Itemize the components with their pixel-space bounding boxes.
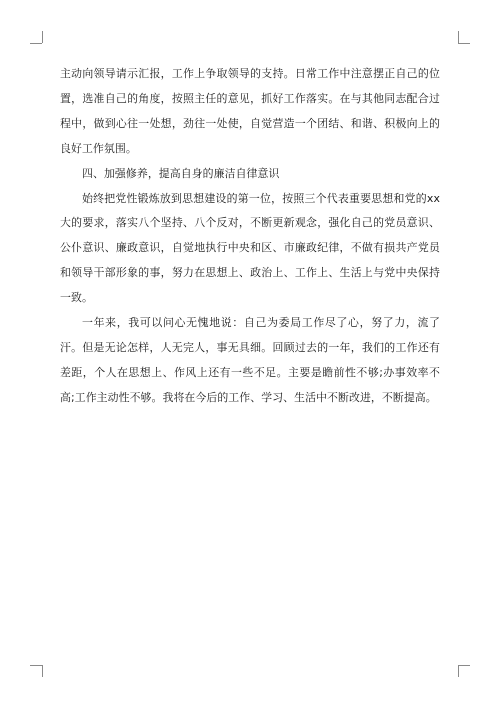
section-heading: 四、加强修养，提高自身的廉洁自律意识 bbox=[82, 166, 280, 180]
body-paragraph: 一年来，我可以问心无愧地说：自己为委局工作尽了心，努了力，流了汗。但是无论怎样，人无完人，事无具细。回顾过去的一年，我们的工作还有差距，个人在思想上、作风上还有一些不足。主要是瞻前性不够;办事效率不高;工作主动性不够。我将在今后的工作、学习、生活中不断改进，不断提高。 bbox=[60, 316, 440, 404]
body-paragraph: 始终把党性锻炼放到思想建设的第一位，按照三个代表重要思想和党的xx大的要求，落实八个坚持、八个反对，不断更新观念，强化自己的党员意识、公仆意识、廉政意识，自觉地执行中央和区、市廉政纪律，不做有损共产党员和领导干部形象的事，努力在思想上、政治上、工作上、生活上与党中央保持一致。 bbox=[60, 191, 440, 305]
document-body bbox=[60, 62, 440, 411]
body-paragraph: 主动向领导请示汇报，工作上争取领导的支持。日常工作中注意摆正自己的位置，选准自己的角度，按照主任的意见，抓好工作落实。在与其他同志配合过程中，做到心往一处想，劲往一处使，自觉营造一个团结、和谐、积极向上的良好工作氛围。 bbox=[60, 67, 440, 155]
